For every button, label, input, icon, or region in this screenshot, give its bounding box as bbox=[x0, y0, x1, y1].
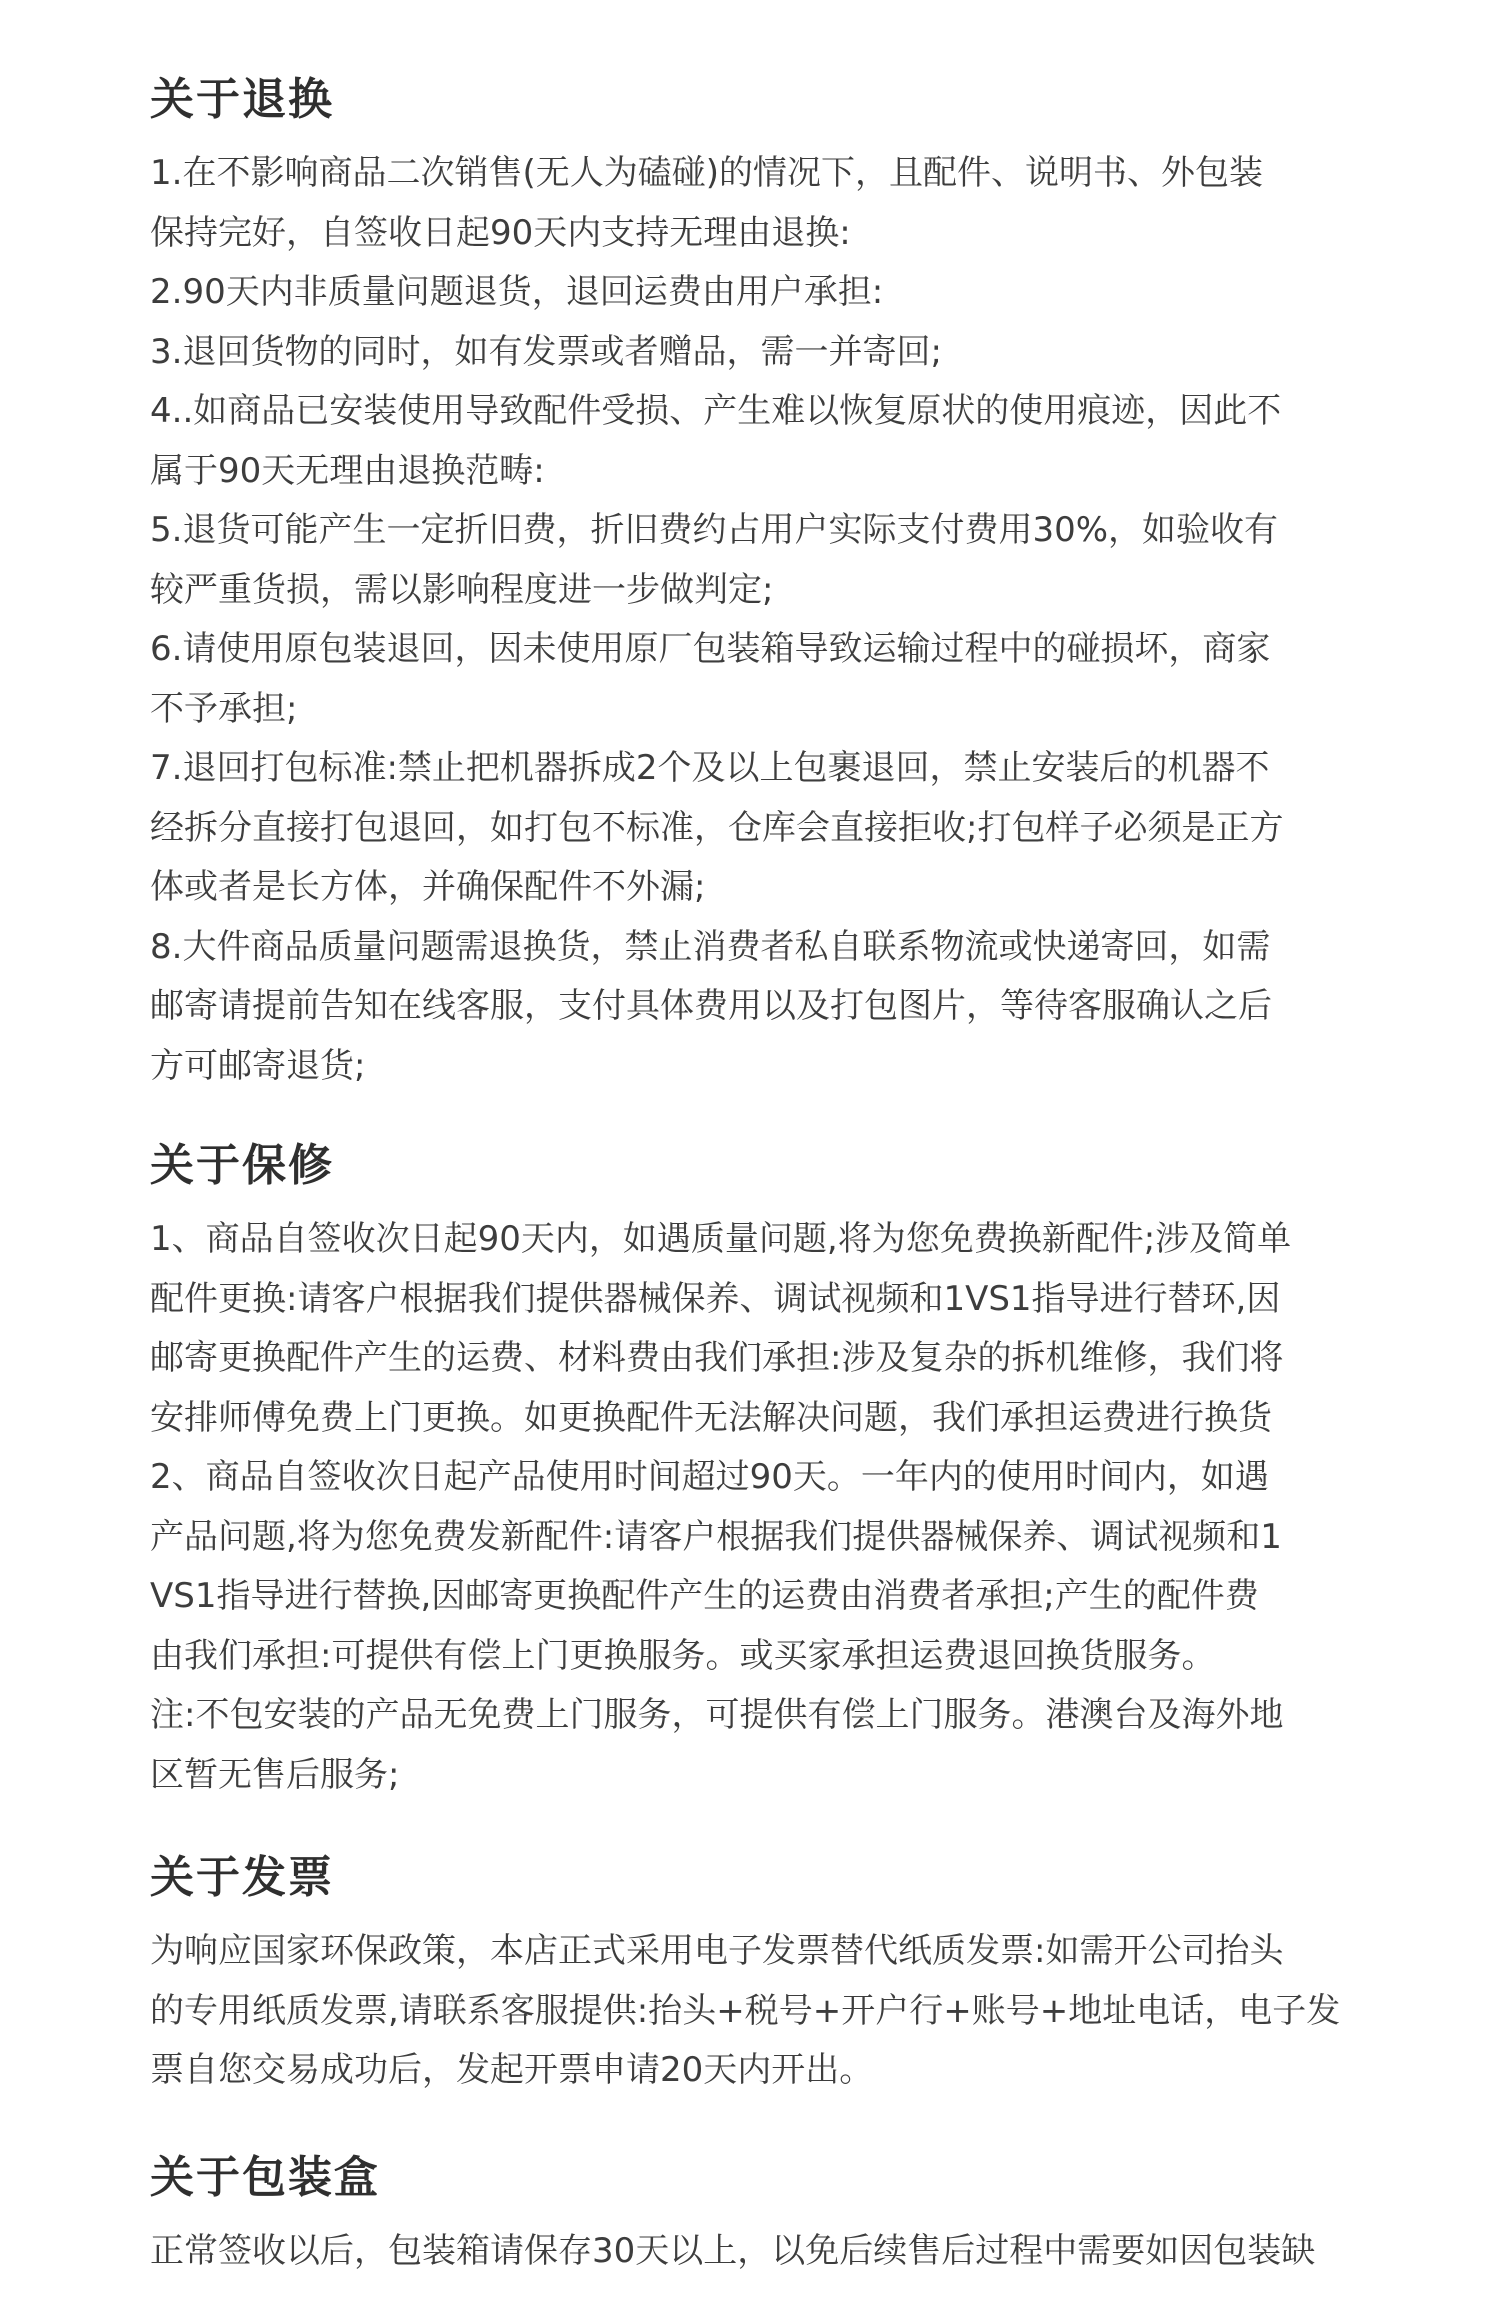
text-line: 邮寄更换配件产生的运费、材料费由我们承担:涉及复杂的拆机维修，我们将 bbox=[150, 1338, 1284, 1378]
text-line: 不予承担; bbox=[150, 688, 298, 729]
text-line: 为响应国家环保政策，本店正式采用电子发票替代纸质发票:如需开公司抬头 bbox=[150, 1931, 1284, 1971]
text-line: 属于90天无理由退换范畴: bbox=[150, 450, 545, 491]
section-heading: 关于发票 bbox=[150, 1852, 334, 1903]
text-line: 由我们承担:可提供有偿上门更换服务。或买家承担运费退回换货服务。 bbox=[150, 1635, 1216, 1676]
text-line: 体或者是长方体，并确保配件不外漏; bbox=[150, 867, 706, 907]
text-line: 7.退回打包标准:禁止把机器拆成2个及以上包裹退回，禁止安装后的机器不 bbox=[150, 748, 1270, 788]
invoice-body bbox=[150, 1922, 1350, 2101]
text-line: 方可邮寄退货; bbox=[150, 1045, 366, 1086]
text-line: 邮寄请提前告知在线客服，支付具体费用以及打包图片，等待客服确认之后 bbox=[150, 986, 1272, 1026]
section-heading: 关于包装盒 bbox=[150, 2152, 380, 2203]
text-line: 3.退回货物的同时，如有发票或者赠品，需一并寄回; bbox=[150, 331, 942, 372]
packaging-body bbox=[150, 2222, 1350, 2282]
returns-body bbox=[150, 144, 1350, 1096]
text-line: 1.在不影响商品二次销售(无人为磕碰)的情况下，且配件、说明书、外包装 bbox=[150, 153, 1263, 193]
text-line: 正常签收以后，包装箱请保存30天以上，以免后续售后过程中需要如因包装缺 bbox=[150, 2231, 1316, 2271]
warranty-section bbox=[150, 1136, 1350, 1805]
text-line: 票自您交易成功后，发起开票申请20天内开出。 bbox=[150, 2050, 874, 2090]
text-line: 经拆分直接打包退回，如打包不标准，仓库会直接拒收;打包样子必须是正方 bbox=[150, 807, 1284, 848]
text-line: 的专用纸质发票,请联系客服提供:抬头+税号+开户行+账号+地址电话，电子发 bbox=[150, 1990, 1341, 2031]
packaging-section bbox=[150, 2148, 1350, 2282]
text-line: 6.请使用原包装退回，因未使用原厂包装箱导致运输过程中的碰损坏，商家 bbox=[150, 629, 1271, 669]
text-line: 注:不包安装的产品无免费上门服务，可提供有偿上门服务。港澳台及海外地 bbox=[150, 1695, 1284, 1735]
text-line: 4..如商品已安装使用导致配件受损、产生难以恢复原状的使用痕迹，因此不 bbox=[150, 391, 1282, 431]
section-heading: 关于保修 bbox=[150, 1140, 334, 1191]
text-line: 2.90天内非质量问题退货，退回运费由用户承担: bbox=[150, 272, 884, 312]
text-line: 2、商品自签收次日起产品使用时间超过90天。一年内的使用时间内，如遇 bbox=[150, 1457, 1269, 1497]
text-line: 较严重货损，需以影响程度进一步做判定; bbox=[150, 569, 774, 610]
text-line: 5.退货可能产生一定折旧费，折旧费约占用户实际支付费用30%，如验收有 bbox=[150, 510, 1279, 550]
warranty-body bbox=[150, 1210, 1350, 1805]
text-line: 保持完好，自签收日起90天内支持无理由退换: bbox=[150, 212, 851, 253]
text-line: 8.大件商品质量问题需退换货，禁止消费者私自联系物流或快递寄回，如需 bbox=[150, 926, 1271, 967]
text-line: 配件更换:请客户根据我们提供器械保养、调试视频和1VS1指导进行替环,因 bbox=[150, 1278, 1281, 1319]
text-line: 区暂无售后服务; bbox=[150, 1754, 400, 1795]
invoice-section bbox=[150, 1848, 1350, 2101]
returns-section bbox=[150, 70, 1350, 1096]
text-line: VS1指导进行替换,因邮寄更换配件产生的运费由消费者承担;产生的配件费 bbox=[150, 1576, 1259, 1616]
text-line: 产品问题,将为您免费发新配件:请客户根据我们提供器械保养、调试视频和1 bbox=[150, 1516, 1282, 1557]
section-heading: 关于退换 bbox=[150, 74, 334, 125]
text-line: 安排师傅免费上门更换。如更换配件无法解决问题，我们承担运费进行换货 bbox=[150, 1397, 1272, 1438]
text-line: 1、商品自签收次日起90天内，如遇质量问题,将为您免费换新配件;涉及简单 bbox=[150, 1219, 1292, 1259]
